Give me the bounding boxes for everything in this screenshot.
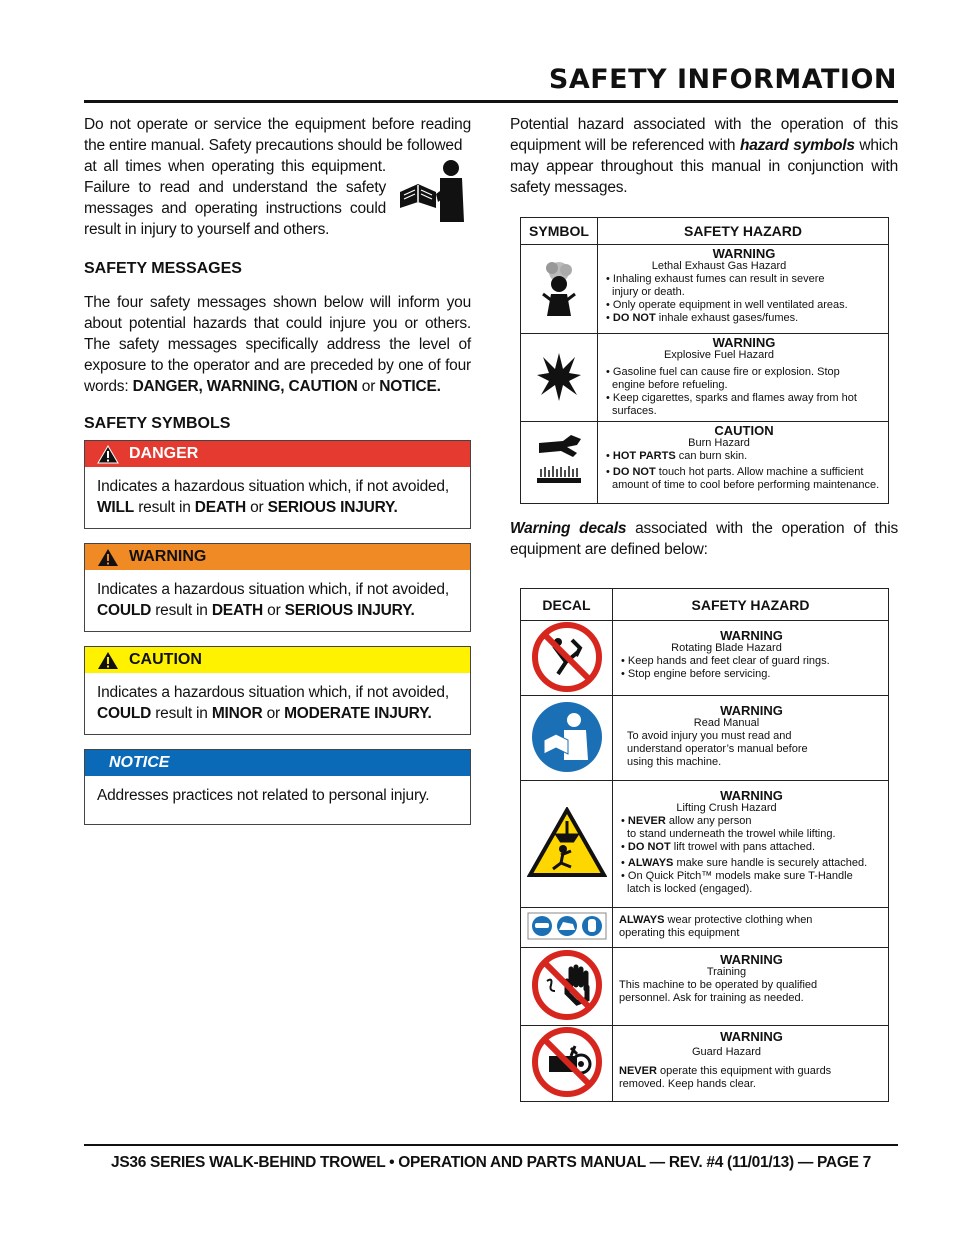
bullet-bold: ALWAYS — [627, 857, 674, 869]
bullet-text: latch is locked (engaged). — [627, 883, 753, 895]
row-text: operate this equipment with guards — [659, 1065, 832, 1077]
row-line — [619, 1065, 884, 1078]
warning-label: WARNING — [129, 548, 207, 565]
bullet-bold: NEVER — [627, 815, 666, 827]
bullet-text: inhale exhaust gases/fumes. — [658, 312, 799, 324]
training-icon — [531, 949, 603, 1021]
intro-em: hazard symbols — [739, 137, 855, 154]
row-level: CAUTION — [714, 423, 774, 438]
guard-hazard-icon — [531, 1026, 603, 1098]
warning-box — [84, 543, 471, 632]
row-bullet: • Keep hands and feet clear of guard rings. — [621, 655, 830, 667]
bullet-text: touch hot parts. Allow machine a sufficient — [658, 466, 864, 478]
exhaust-gas-icon — [539, 260, 579, 316]
hazard-col-header: SAFETY HAZARD — [598, 218, 889, 245]
bullet-text: Stop engine before servicing. — [627, 668, 771, 680]
bullet-text: lift trowel with pans attached. — [673, 841, 816, 853]
row-bullet: • Stop engine before servicing. — [621, 668, 771, 680]
read-manual-decal — [521, 696, 613, 781]
bullet-text: allow any person — [668, 815, 752, 827]
safety-symbols-heading: SAFETY SYMBOLS — [84, 415, 231, 432]
alert-triangle-icon — [97, 651, 119, 670]
bullet-bold: HOT PARTS — [612, 450, 676, 462]
row-name: Read Manual — [693, 717, 760, 729]
bullet-bold: DO NOT — [612, 466, 656, 478]
decals-intro — [510, 518, 898, 560]
row-bullet: • On Quick Pitch™ models make sure T-Handle latch is locked (engaged). — [621, 870, 853, 895]
guard-hazard-decal — [521, 1026, 613, 1102]
caution-t2: or — [266, 705, 280, 722]
bullet-text: Inhaling exhaust fumes can result in severe — [612, 273, 825, 285]
row-line: removed. Keep hands clear. — [619, 1078, 756, 1090]
row-bullet: • DO NOT inhale exhaust gases/fumes. — [606, 312, 799, 324]
warning-text: Indicates a hazardous situation which, if not avoided, — [97, 581, 449, 598]
or-word: or — [361, 378, 376, 395]
bullet-text: surfaces. — [612, 405, 657, 417]
warning-w1: COULD — [97, 602, 152, 619]
danger-header — [85, 441, 470, 467]
left-column — [84, 114, 471, 839]
rotating-blade-text — [613, 621, 889, 696]
table-row — [521, 908, 889, 948]
row-name: Lifting Crush Hazard — [676, 802, 777, 814]
row-level: WARNING — [712, 246, 776, 261]
intro-block — [84, 114, 471, 240]
bullet-text: to stand underneath the trowel while lifting. — [627, 828, 836, 840]
table-row — [521, 696, 889, 781]
caution-w2: MINOR — [211, 705, 263, 722]
protective-gear-icon — [527, 912, 607, 940]
decals-intro-text: associated with the operation of this equipment are defined below: — [510, 520, 898, 558]
page-title: SAFETY INFORMATION — [548, 64, 897, 95]
bullet-bold: DO NOT — [612, 312, 656, 324]
row-bullet: • Only operate equipment in well ventilated areas. — [606, 299, 848, 311]
table-row — [521, 948, 889, 1026]
intro-post: which may appear throughout this manual in conjunction with safety messages. — [510, 137, 898, 196]
row-bullet: • Inhaling exhaust fumes can result in severe injury or death. — [606, 273, 825, 298]
row-line: using this machine. — [627, 756, 722, 768]
footer-rule — [84, 1144, 898, 1146]
row-bold: ALWAYS — [619, 914, 665, 926]
read-manual-text — [613, 696, 889, 781]
warning-t2: or — [267, 602, 281, 619]
danger-text: Indicates a hazardous situation which, if not avoided, — [97, 478, 449, 495]
row-line — [619, 914, 884, 927]
table-row — [521, 781, 889, 908]
danger-w3: SERIOUS INJURY. — [267, 499, 398, 516]
danger-w2: DEATH — [194, 499, 247, 516]
notice-header: NOTICE — [85, 750, 470, 776]
row-line: This machine to be operated by qualified — [619, 979, 818, 991]
bullet-text: Keep hands and feet clear of guard rings. — [627, 655, 830, 667]
bullet-text: Keep cigarettes, sparks and flames away from hot — [612, 392, 857, 404]
bullet-text: On Quick Pitch™ models make sure T-Handle — [627, 870, 853, 882]
danger-t1: result in — [138, 499, 191, 516]
exhaust-gas-symbol — [521, 245, 598, 334]
burn-hazard-text — [598, 422, 889, 504]
safety-messages-text — [84, 292, 471, 397]
protective-clothing-text — [613, 908, 889, 948]
row-line: To avoid injury you must read and — [627, 730, 792, 742]
row-bullet: • DO NOT touch hot parts. Allow machine a sufficient amount of time to cool before performing maintenance. — [606, 466, 880, 491]
alert-triangle-icon — [97, 445, 119, 464]
symbols-col-header: SYMBOL — [521, 218, 598, 245]
intro-pre: Potential hazard associated with the operation of this equipment will be referenced with — [510, 116, 898, 154]
row-name: Explosive Fuel Hazard — [663, 349, 775, 361]
guard-hazard-text — [613, 1026, 889, 1102]
bullet-text: Only operate equipment in well ventilated areas. — [612, 299, 848, 311]
intro-text-b: at all times when operating this equipment. Failure to read and understand the safety messages and operating instructions could result in injury to yourself and others. — [84, 158, 386, 238]
caution-w1: COULD — [97, 705, 152, 722]
explosive-fuel-symbol — [521, 334, 598, 422]
danger-t2: or — [250, 499, 264, 516]
row-level: WARNING — [720, 952, 783, 967]
bullet-text: engine before refueling. — [612, 379, 728, 391]
row-line: operating this equipment — [619, 927, 740, 939]
caution-t1: result in — [155, 705, 208, 722]
training-text — [613, 948, 889, 1026]
explosion-icon — [537, 351, 581, 401]
warning-header — [85, 544, 470, 570]
training-decal — [521, 948, 613, 1026]
lifting-crush-text — [613, 781, 889, 908]
caution-w3: MODERATE INJURY. — [284, 705, 432, 722]
notice-body: Addresses practices not related to personal injury. — [97, 787, 430, 804]
row-bold: NEVER — [619, 1065, 657, 1077]
page-footer: JS36 SERIES WALK-BEHIND TROWEL • OPERATION AND PARTS MANUAL — REV. #4 (11/01/13) — PAGE 7 — [111, 1154, 871, 1171]
table-row — [521, 245, 889, 334]
decal-col-header: DECAL — [521, 589, 613, 621]
table-row — [521, 621, 889, 696]
bullet-text: make sure handle is securely attached. — [676, 857, 868, 869]
safety-messages-body: The four safety messages shown below will inform you about potential hazards that could injure you or others. The safety messages specifically address the level of exposure to the operator and are preceded by one of four words: — [84, 294, 471, 395]
caution-label: CAUTION — [129, 651, 202, 668]
right-column — [510, 114, 898, 198]
alert-triangle-icon — [97, 548, 119, 567]
hazard-symbols-intro — [510, 114, 898, 198]
read-manual-icon — [396, 158, 468, 230]
row-line: understand operator’s manual before — [627, 743, 808, 755]
caution-body — [85, 673, 470, 734]
read-manual-icon — [530, 700, 604, 774]
row-level: WARNING — [720, 628, 783, 643]
lifting-crush-decal — [521, 781, 613, 908]
signal-words: DANGER, WARNING, CAUTION — [132, 378, 358, 395]
hazard-symbols-table — [520, 217, 889, 504]
caution-text: Indicates a hazardous situation which, if not avoided, — [97, 684, 449, 701]
row-name: Burn Hazard — [688, 437, 750, 449]
bullet-text: Gasoline fuel can cause fire or explosion. Stop — [612, 366, 840, 378]
decals-intro-em: Warning decals — [510, 520, 627, 537]
notice-box — [84, 749, 471, 825]
notice-word: NOTICE. — [379, 378, 441, 395]
row-level: WARNING — [720, 788, 783, 803]
warning-t1: result in — [155, 602, 208, 619]
exhaust-gas-text — [598, 245, 889, 334]
caution-header — [85, 647, 470, 673]
warning-w2: DEATH — [211, 602, 264, 619]
warning-body — [85, 570, 470, 631]
intro-text-a: Do not operate or service the equipment before reading the entire manual. Safety precautions should be followed — [84, 116, 471, 154]
rotating-blade-icon — [532, 622, 602, 692]
safety-messages-heading: SAFETY MESSAGES — [84, 260, 242, 277]
bullet-bold: DO NOT — [627, 841, 671, 853]
row-name: Training — [706, 966, 747, 978]
lifting-crush-icon — [527, 807, 607, 879]
row-line: personnel. Ask for training as needed. — [619, 992, 804, 1004]
hot-surface-icon — [533, 431, 585, 491]
row-level: WARNING — [720, 703, 783, 718]
danger-body — [85, 467, 470, 528]
table-row — [521, 334, 889, 422]
row-level: WARNING — [720, 1029, 783, 1044]
protective-clothing-decal — [521, 908, 613, 948]
danger-box — [84, 440, 471, 529]
burn-hazard-symbol — [521, 422, 598, 504]
row-name: Rotating Blade Hazard — [671, 642, 782, 654]
row-bullet: • NEVER allow any person to stand underneath the trowel while lifting. — [621, 815, 836, 840]
bullet-text: amount of time to cool before performing maintenance. — [612, 479, 880, 491]
row-text: wear protective clothing when — [667, 914, 813, 926]
row-bullet: • ALWAYS make sure handle is securely attached. — [621, 857, 868, 869]
title-rule — [84, 100, 898, 103]
bullet-text: can burn skin. — [678, 450, 748, 462]
row-name: Lethal Exhaust Gas Hazard — [651, 260, 787, 272]
row-bullet: • Keep cigarettes, sparks and flames away from hot surfaces. — [606, 392, 857, 417]
table-row — [521, 1026, 889, 1102]
warning-w3: SERIOUS INJURY. — [284, 602, 415, 619]
explosive-fuel-text — [598, 334, 889, 422]
row-name: Guard Hazard — [691, 1046, 762, 1058]
row-bullet: • HOT PARTS can burn skin. — [606, 450, 748, 462]
decal-hazard-col-header: SAFETY HAZARD — [613, 589, 889, 621]
row-bullet: • DO NOT lift trowel with pans attached. — [621, 841, 816, 853]
bullet-text: injury or death. — [612, 286, 685, 298]
table-row — [521, 422, 889, 504]
danger-w1: WILL — [97, 499, 135, 516]
caution-box — [84, 646, 471, 735]
row-bullet: • Gasoline fuel can cause fire or explosion. Stop engine before refueling. — [606, 366, 840, 391]
danger-label: DANGER — [129, 445, 199, 462]
decals-table — [520, 588, 889, 1102]
row-level: WARNING — [712, 335, 776, 350]
rotating-blade-decal — [521, 621, 613, 696]
